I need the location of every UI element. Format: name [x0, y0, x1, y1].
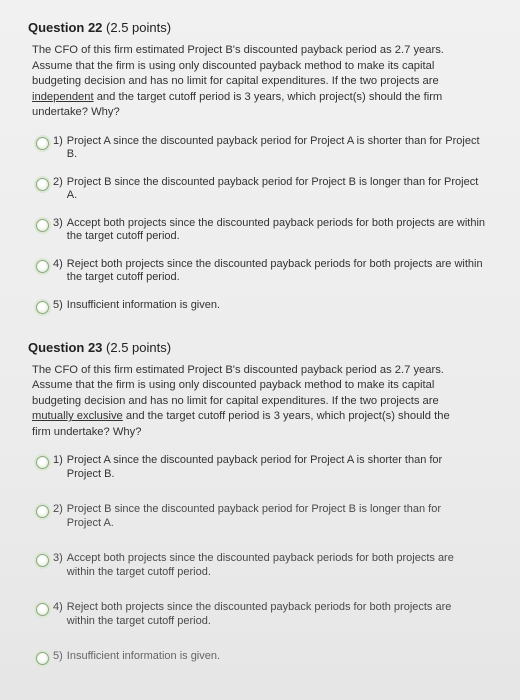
question-title	[28, 20, 486, 35]
radio-button[interactable]	[36, 219, 49, 232]
radio-button[interactable]	[36, 301, 49, 314]
answer-option-3[interactable]	[36, 217, 486, 244]
question-text-emphasis: independent	[32, 90, 94, 103]
answer-option-5[interactable]	[36, 299, 486, 314]
radio-button[interactable]	[36, 554, 49, 567]
option-text: Project A since the discounted payback period for Project A is shorter than for Project B.	[66, 454, 443, 480]
question-text-part: The CFO of this firm estimated Project B's discounted payback period as 2.7 years. Assume that the firm is using only discounted payback method to make its capital budgeting decision and has no limit for capital expenditures. If the two projects are	[32, 44, 444, 87]
option-number: 1)	[53, 454, 63, 466]
answer-option-4[interactable]	[36, 258, 486, 285]
option-text: Insufficient information is given.	[66, 298, 221, 311]
option-number: 3)	[53, 216, 63, 229]
option-number: 1)	[53, 134, 63, 147]
question-points: (2.5 points)	[106, 339, 172, 355]
option-text: Insufficient information is given.	[66, 650, 221, 662]
question-number: Question 22	[28, 20, 103, 35]
option-number: 4)	[53, 601, 63, 613]
question-22	[28, 20, 486, 314]
question-points: (2.5 points)	[106, 20, 172, 35]
answer-option-1[interactable]	[36, 135, 486, 162]
option-text: Project B since the discounted payback period for Project B is longer than for Project A.	[66, 503, 441, 529]
option-number: 5)	[53, 650, 63, 662]
option-text: Project B since the discounted payback period for Project B is longer than for Project A.	[66, 175, 479, 201]
answer-option-4[interactable]	[36, 601, 468, 628]
option-text: Project A since the discounted payback period for Project A is shorter than for Project B.	[66, 134, 480, 160]
radio-button[interactable]	[36, 652, 49, 665]
answer-option-3[interactable]	[36, 552, 468, 579]
radio-button[interactable]	[36, 178, 49, 191]
question-text	[32, 363, 468, 441]
question-text	[32, 43, 486, 121]
option-number: 4)	[53, 257, 63, 270]
question-23	[28, 340, 468, 666]
radio-button[interactable]	[36, 603, 49, 616]
option-number: 5)	[53, 298, 63, 311]
question-text-part: and the target cutoff period is 3 years, which project(s) should the firm undertake? Why?	[32, 410, 450, 438]
question-text-part: and the target cutoff period is 3 years, which project(s) should the firm undertake? Why?	[32, 90, 443, 118]
option-number: 3)	[53, 552, 63, 564]
answer-option-1[interactable]	[36, 454, 468, 481]
radio-button[interactable]	[36, 260, 49, 273]
question-text-emphasis: mutually exclusive	[32, 410, 123, 422]
question-text-part: The CFO of this firm estimated Project B's discounted payback period as 2.7 years. Assume that the firm is using only discounted payback method to make its capital budgeting decision and has no limit for capital expenditures. If the two projects are	[32, 363, 444, 407]
answer-option-2[interactable]	[36, 176, 486, 203]
question-title	[28, 340, 468, 355]
radio-button[interactable]	[36, 505, 49, 518]
option-text: Reject both projects since the discounted payback periods for both projects are within the target cutoff period.	[66, 257, 483, 283]
option-text: Accept both projects since the discounted payback periods for both projects are within the target cutoff period.	[66, 216, 486, 242]
option-text: Accept both projects since the discounted payback periods for both projects are within the target cutoff period.	[66, 552, 454, 578]
radio-button[interactable]	[36, 456, 49, 469]
radio-button[interactable]	[36, 137, 49, 150]
answer-option-2[interactable]	[36, 503, 468, 530]
answer-option-5[interactable]	[36, 650, 468, 665]
option-text: Reject both projects since the discounted payback periods for both projects are within the target cutoff period.	[66, 601, 452, 627]
option-number: 2)	[53, 503, 63, 515]
option-number: 2)	[53, 175, 63, 188]
question-number: Question 23	[28, 339, 103, 355]
